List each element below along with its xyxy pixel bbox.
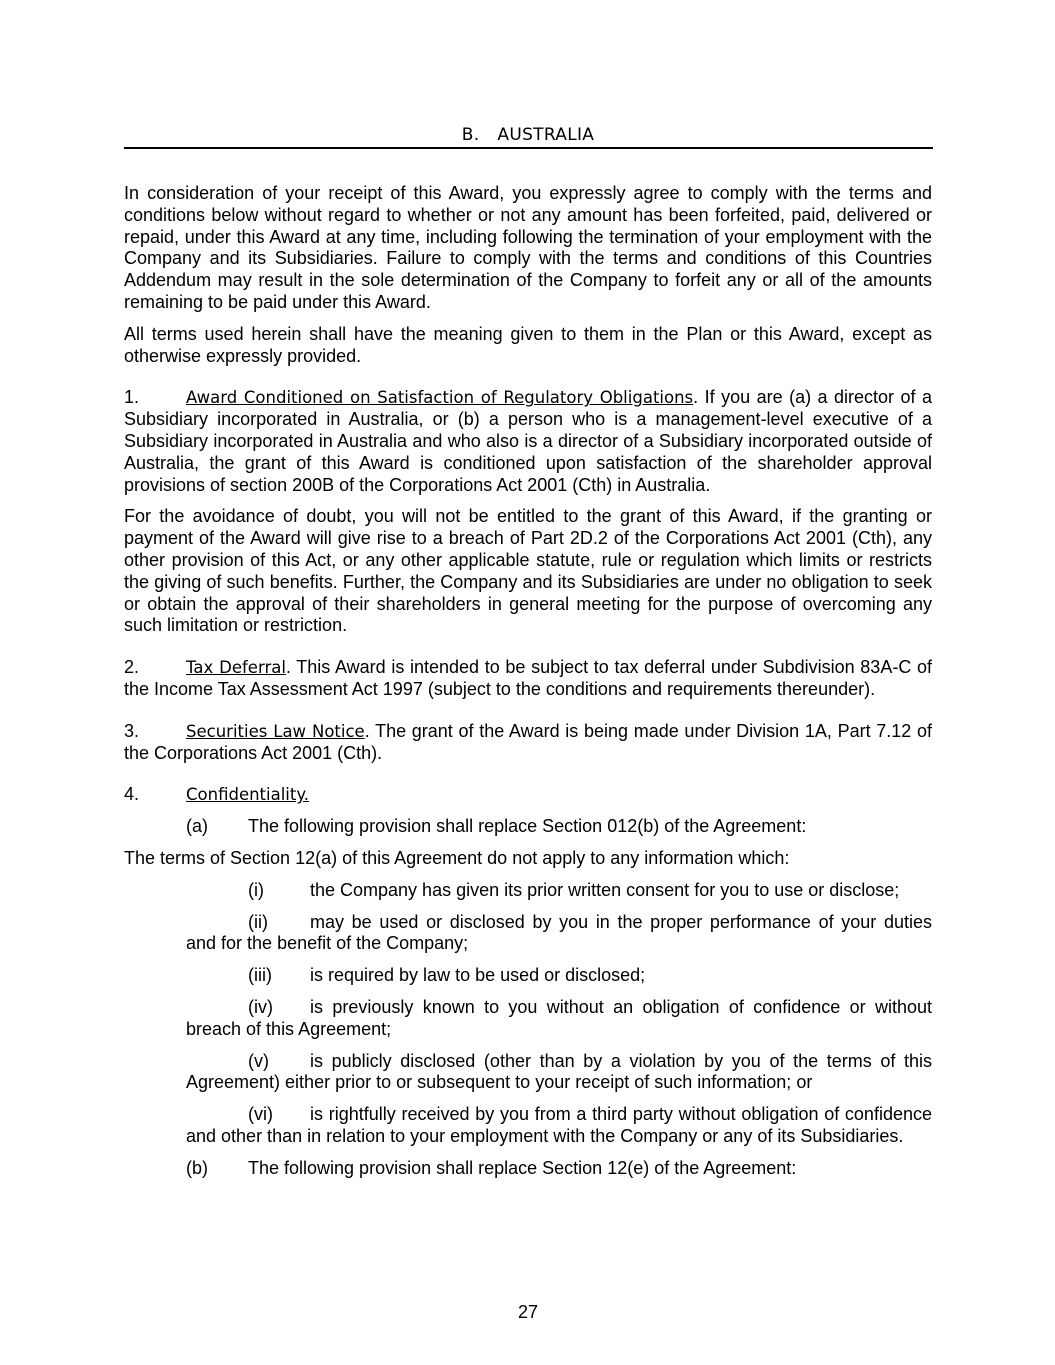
list-item-text: is required by law to be used or disclosed; — [310, 965, 646, 986]
section-title: AUSTRALIA — [497, 125, 595, 145]
section-number: 4. — [124, 784, 140, 805]
intro-paragraph: In consideration of your receipt of this Award, you expressly agree to comply with the terms and conditions below without regard to whether or not any amount has been forfeited, paid, delivered or repaid, under this Award at any time, including following the termination of your employment with the Company and its Subsidiaries. Failure to comply with the terms and conditions of this Countries Addendum may result in the sole determination of the Company to forfeit any or all of the amounts remaining to be paid under this Award. — [124, 183, 932, 312]
section-3-paragraph — [124, 721, 932, 765]
subsection-label: (b) — [186, 1157, 208, 1178]
subsection-text: The following provision shall replace Section 012(b) of the Agreement: — [248, 816, 807, 837]
section-1-paragraph — [124, 387, 932, 496]
list-item — [124, 880, 932, 902]
section-text: The grant of the Award is being made under Division 1A, Part 7.12 of the Corporations Act 2001 (Cth). — [124, 720, 932, 763]
list-item-label: (i) — [248, 879, 264, 900]
section-1-extra-paragraph: For the avoidance of doubt, you will not be entitled to the grant of this Award, if the granting or payment of the Award will give rise to a breach of Part 2D.2 of the Corporations Act 2001 (Cth), any other provision of this Act, or any other applicable statute, rule or regulation which limits or restricts the giving of such benefits. Further, the Company and its Subsidiaries are under no obligation to seek or obtain the approval of their shareholders in general meeting for the purpose of overcoming any such limitation or restriction. — [124, 506, 932, 636]
section-number: 1. — [124, 387, 140, 408]
subsection-text: The following provision shall replace Section 12(e) of the Agreement: — [248, 1157, 797, 1178]
page-number: 27 — [517, 1302, 539, 1322]
section-text: If you are (a) a director of a Subsidiary incorporated in Australia, or (b) a person who is a management-level executive of a Subsidiary incorporated in Australia and who also is a director of a Subsidiary incorporated outside of Australia, the grant of this Award is conditioned upon satisfaction of the shareholder approval provisions of section 200B of the Corporations Act 2001 (Cth) in Australia. — [124, 387, 933, 495]
list-item — [124, 912, 932, 956]
subsection-a — [124, 816, 932, 838]
list-item-label: (vi) — [248, 1104, 273, 1125]
section-number: 3. — [124, 720, 140, 741]
section-title-suffix: . — [693, 387, 699, 408]
document-body — [124, 183, 932, 1179]
subsection-b — [124, 1158, 932, 1180]
list-item-text: may be used or disclosed by you in the proper performance of your duties and for the benefit of the Company; — [186, 911, 932, 954]
section-title-suffix: . — [285, 657, 291, 678]
list-item-label: (iv) — [248, 996, 273, 1017]
heading-rule — [124, 147, 933, 149]
list-item — [124, 1051, 932, 1095]
section-4-heading — [124, 784, 932, 806]
section-letter: B. — [461, 125, 480, 145]
subsection-label: (a) — [186, 816, 208, 837]
list-item-text: is publicly disclosed (other than by a violation by you of the terms of this Agreement) either prior to or subsequent to your receipt of such information; or — [186, 1050, 932, 1093]
section-heading — [124, 125, 932, 147]
list-item-label: (iii) — [248, 965, 272, 986]
list-item-text: is rightfully received by you from a third party without obligation of confidence and other than in relation to your employment with the Company or any of its Subsidiaries. — [186, 1104, 932, 1146]
section-text: This Award is intended to be subject to tax deferral under Subdivision 83A-C of the Income Tax Assessment Act 1997 (subject to the conditions and requirements thereunder). — [124, 657, 932, 699]
list-item-text: the Company has given its prior written consent for you to use or disclose; — [310, 879, 900, 900]
list-item — [124, 1104, 932, 1148]
section-2-paragraph — [124, 657, 932, 701]
list-item-label: (ii) — [248, 911, 268, 932]
section-number: 2. — [124, 657, 140, 678]
section-title-text: Securities Law Notice — [186, 721, 365, 741]
section-title-suffix: . — [364, 720, 370, 741]
list-item-text: is previously known to you without an obligation of confidence or without breach of this Agreement; — [186, 996, 932, 1039]
section-title-text: Tax Deferral — [186, 658, 286, 678]
list-item-label: (v) — [248, 1050, 269, 1071]
intro-paragraph: All terms used herein shall have the meaning given to them in the Plan or this Award, except as otherwise expressly provided. — [124, 323, 932, 366]
section-title-text: Award Conditioned on Satisfaction of Regulatory Obligations — [186, 388, 694, 408]
list-item — [124, 997, 932, 1041]
section-title-text: Confidentiality. — [186, 785, 310, 805]
list-item — [124, 965, 932, 987]
lead-in-paragraph: The terms of Section 12(a) of this Agreement do not apply to any information which: — [124, 847, 790, 868]
